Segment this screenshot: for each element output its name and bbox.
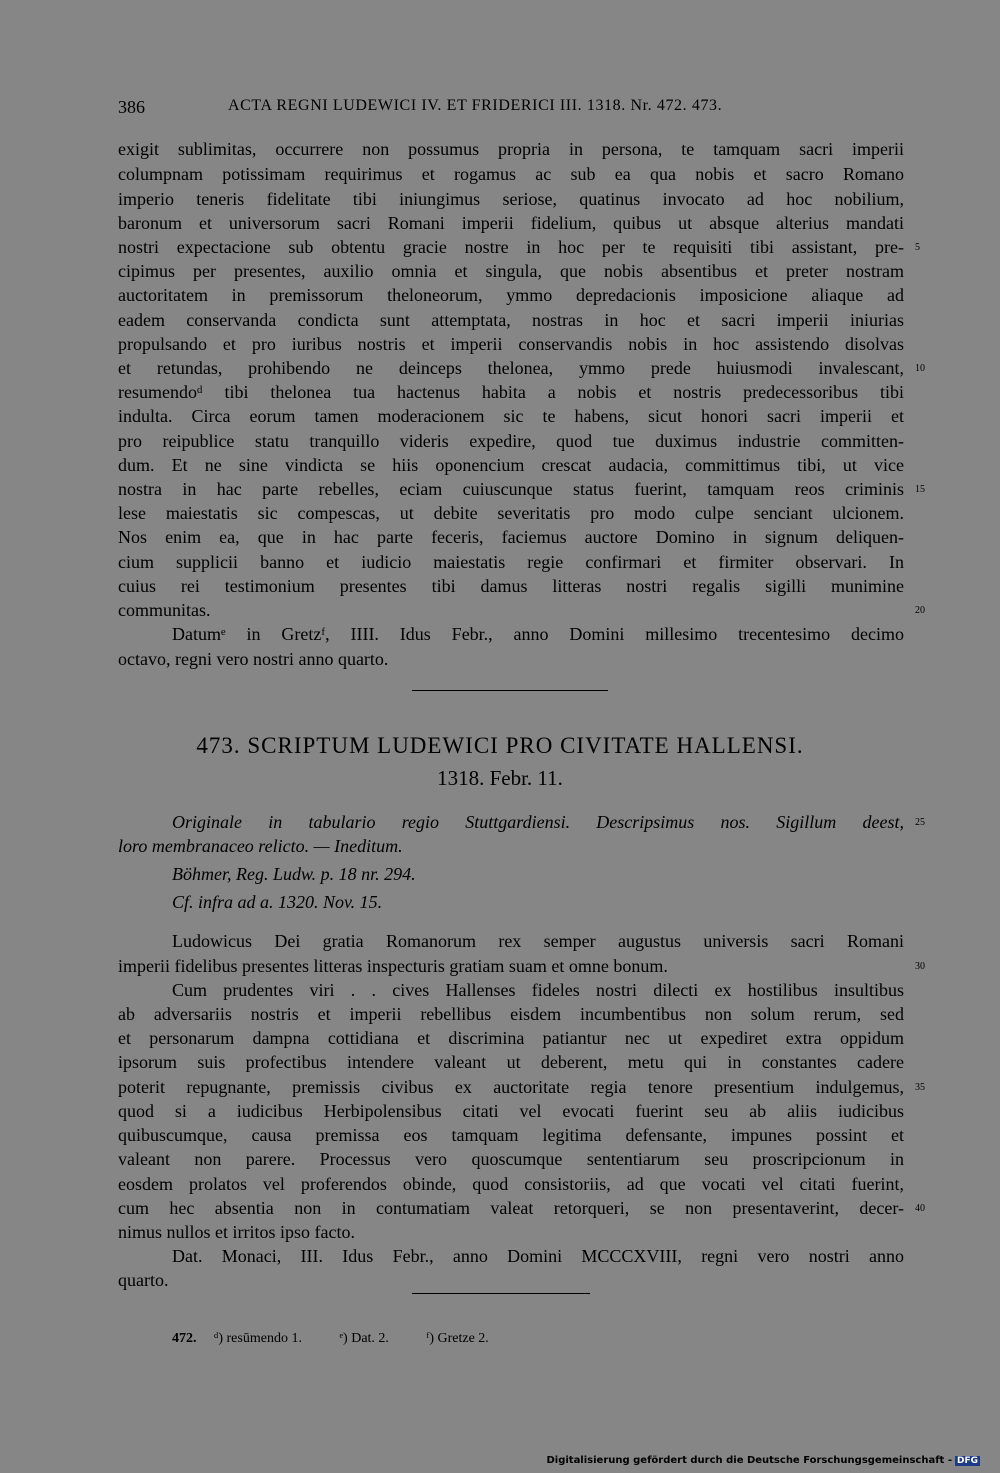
text-line: propulsando et pro iuribus nostris et imperii conservandis nobis in hoc assistendo disolvas [118, 334, 904, 354]
footnote-e: ᵉ) Dat. 2. [339, 1331, 389, 1346]
dat-line: Dat. Monaci, III. Idus Febr., anno Domini MCCCXVIII, regni vero nostri anno [172, 1246, 904, 1266]
text-line: imperio teneris fidelitate tibi iniungimus seriose, quatinus invocato ad hoc nobilium, [118, 189, 904, 209]
text-line: Nos enim ea, que in hac parte feceris, faciemus auctore Domino in signum deliquen- [118, 527, 904, 547]
text-line: communitas. [118, 600, 211, 620]
apparatus-line: loro membranaceo relicto. — Ineditum. [118, 836, 403, 856]
text-line: columpnam potissimam requirimus et rogamus ac sub ea qua nobis et sacro Romano [118, 164, 904, 184]
text-line: Ludowicus Dei gratia Romanorum rex semper augustus universis sacri Romani [172, 931, 904, 951]
dfg-logo-icon: DFG [956, 1456, 978, 1466]
text-line: imperii fidelibus presentes litteras inspecturis gratiam suam et omne bonum. [118, 956, 668, 976]
apparatus-line: Originale in tabulario regio Stuttgardiensi. Descripsimus nos. Sigillum deest, [172, 812, 904, 832]
line-number: 40 [915, 1203, 925, 1214]
text-line: cium supplicii banno et iudicio maiestatis regie confirmari et firmiter observari. In [118, 552, 904, 572]
datum-line: octavo, regni vero nostri anno quarto. [118, 649, 389, 669]
footnote-d: ᵈ) resūmendo 1. [214, 1331, 302, 1346]
datum-line: Datumᵉ in Gretzᶠ, IIII. Idus Febr., anno Domini millesimo trecentesimo decimo [172, 624, 904, 644]
text-line: auctoritatem in premissorum theloneorum, ymmo depredacionis imposicione aliaque ad [118, 285, 904, 305]
text-line: eadem conservanda condicta sunt attemptata, nostras in hoc et sacri imperii iniurias [118, 310, 904, 330]
footnote-doc-number: 472. [172, 1331, 197, 1346]
running-head: ACTA REGNI LUDEWICI IV. ET FRIDERICI III. 1318. Nr. 472. 473. [228, 97, 723, 114]
apparatus-line: Cf. infra ad a. 1320. Nov. 15. [172, 892, 383, 912]
text-line: dum. Et ne sine vindicta se hiis oponencium crescat audacia, committimus tibi, ut vice [118, 455, 904, 475]
text-line: cum hec absentia non in contumatiam valeat retorqueri, se non presentaverint, decer- [118, 1198, 904, 1218]
section-divider [412, 690, 608, 691]
line-number: 20 [915, 605, 925, 616]
text-line: quibuscumque, causa premissa eos tamquam legitima defensante, impunes possint et [118, 1125, 904, 1145]
text-line: nostra in hac parte rebelles, eciam cuiuscunque status fuerint, tamquam reos criminis [118, 479, 904, 499]
text-line: eosdem prolatos vel proferendos obinde, quod consistoriis, ad que vocati vel citati fuerint, [118, 1174, 904, 1194]
line-number: 15 [915, 484, 925, 495]
line-number: 35 [915, 1082, 925, 1093]
text-line: exigit sublimitas, occurrere non possumus propria in persona, te tamquam sacri imperii [118, 139, 904, 159]
footnotes [172, 1331, 523, 1347]
dfg-footer-text: Digitalisierung gefördert durch die Deutsche Forschungsgemeinschaft - [546, 1455, 952, 1466]
text-line: lese maiestatis sic compescas, ut debite severitatis pro modo culpe senciant ulcionem. [118, 503, 904, 523]
text-line: quod si a iudicibus Herbipolensibus citati vel evocati fuerint seu ab aliis iudicibus [118, 1101, 904, 1121]
text-line: pro reipublice statu tranquillo videris expedire, quod tue duximus industrie committen- [118, 431, 904, 451]
doc-heading: 473. SCRIPTUM LUDEWICI PRO CIVITATE HALLENSI. [196, 733, 804, 758]
text-line: et retundas, prohibendo ne deinceps thelonea, ymmo prede huiusmodi invalescant, [118, 358, 904, 378]
text-line: ipsorum suis profectibus intendere valeant ut deberent, metu qui in constantes cadere [118, 1052, 904, 1072]
dfg-footer [546, 1455, 980, 1466]
line-number: 30 [915, 961, 925, 972]
text-line: cuius rei testimonium presentes tibi damus litteras nostri regalis sigilli munimine [118, 576, 904, 596]
footnote-divider [412, 1293, 590, 1294]
text-line: resumendoᵈ tibi thelonea tua hactenus habita a nobis et nostris predecessoribus tibi [118, 382, 904, 402]
text-line: baronum et universorum sacri Romani imperii fidelium, quibus ut absque alterius mandati [118, 213, 904, 233]
footnote-f: ᶠ) Gretze 2. [426, 1331, 489, 1346]
text-line: poterit repugnante, premissis civibus ex auctoritate regia tenore presentium indulgemus, [118, 1077, 904, 1097]
page-number: 386 [118, 97, 145, 117]
text-line: et personarum dampna cottidiana et discrimina patiantur nec ut expediret extra oppidum [118, 1028, 904, 1048]
line-number: 10 [915, 363, 925, 374]
doc-date: 1318. Febr. 11. [437, 766, 563, 790]
dat-line: quarto. [118, 1270, 169, 1290]
text-line: ab adversariis nostris et imperii rebellibus eisdem incumbentibus non solum rerum, sed [118, 1004, 904, 1024]
text-line: Cum prudentes viri . . cives Hallenses fideles nostri dilecti ex hostilibus insultibus [172, 980, 904, 1000]
text-line: cipimus per presentes, auxilio omnia et singula, que nobis absentibus et preter nostram [118, 261, 904, 281]
line-number: 25 [915, 817, 925, 828]
line-number: 5 [915, 242, 920, 253]
apparatus-line: Böhmer, Reg. Ludw. p. 18 nr. 294. [172, 864, 416, 884]
text-line: indulta. Circa eorum tamen moderacionem sic te habens, sicut honori sacri imperii et [118, 406, 904, 426]
text-line: valeant non parere. Processus vero quoscumque sententiarum seu proscripcionum in [118, 1149, 904, 1169]
text-line: nimus nullos et irritos ipso facto. [118, 1222, 355, 1242]
text-line: nostri expectacione sub obtentu gracie nostre in hoc per te requisiti tibi assistant, pre- [118, 237, 904, 257]
